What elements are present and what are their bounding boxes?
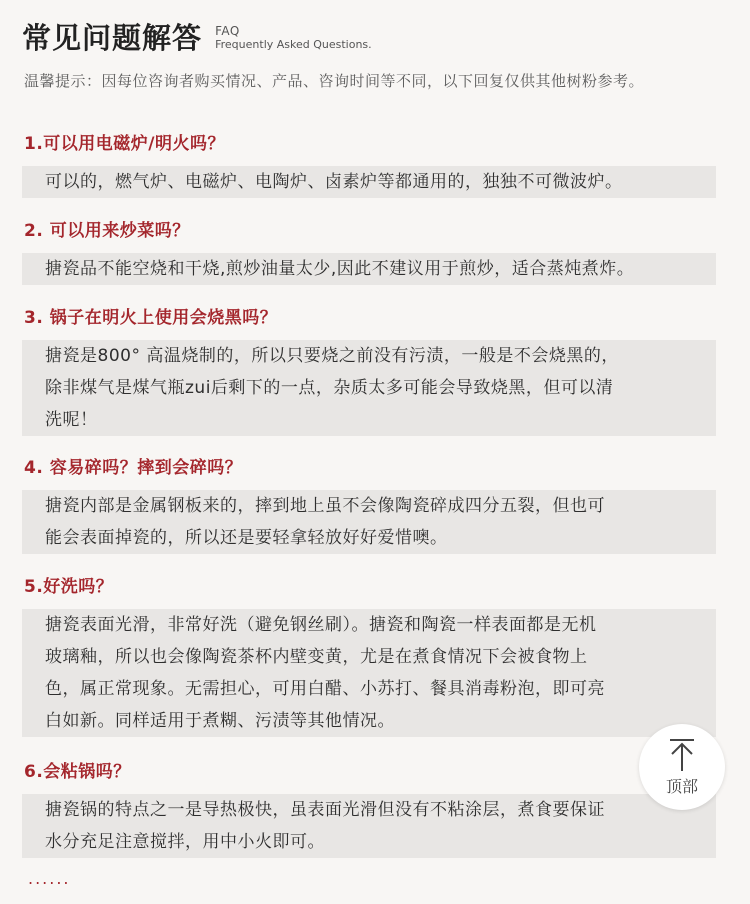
answer-line: 搪瓷品不能空烧和干烧,煎炒油量太少,因此不建议用于煎炒，适合蒸炖煮炸。 <box>45 259 635 279</box>
question-6: 6.会粘锅吗？ <box>24 762 131 782</box>
faq-full-text: Frequently Asked Questions. <box>215 38 372 51</box>
faq-abbreviation: FAQ <box>215 24 240 38</box>
answer-line: 白如新。同样适用于煮糊、污渍等其他情况。 <box>45 711 395 731</box>
question-3: 3. 锅子在明火上使用会烧黑吗？ <box>24 308 278 328</box>
qa-item-4 <box>22 455 716 554</box>
answer-line: 搪瓷锅的特点之一是导热极快，虽表面光滑但没有不粘涂层，煮食要保证 <box>45 800 605 820</box>
question-4: 4. 容易碎吗？摔到会碎吗？ <box>24 458 243 478</box>
answer-line: 洗呢！ <box>45 410 98 430</box>
answer-line: 玻璃釉，所以也会像陶瓷茶杯内壁变黄，尤是在煮食情况下会被食物上 <box>45 647 588 667</box>
back-to-top-button[interactable] <box>639 724 725 810</box>
answer-4 <box>22 490 716 554</box>
answer-line: 搪瓷是800° 高温烧制的，所以只要烧之前没有污渍，一般是不会烧黑的， <box>45 346 619 366</box>
question-5: 5.好洗吗？ <box>24 577 114 597</box>
qa-item-5 <box>22 574 716 737</box>
answer-line: 可以的，燃气炉、电磁炉、电陶炉、卤素炉等都通用的，独独不可微波炉。 <box>45 172 623 192</box>
answer-line: 搪瓷表面光滑，非常好洗（避免钢丝刷）。搪瓷和陶瓷一样表面都是无机 <box>45 615 597 635</box>
answer-6 <box>22 794 716 858</box>
faq-subtitle <box>215 24 372 52</box>
qa-item-3 <box>22 305 716 436</box>
more-ellipsis: ...... <box>28 869 71 888</box>
qa-item-2 <box>22 218 716 285</box>
question-1: 1.可以用电磁炉/明火吗？ <box>24 134 225 154</box>
page-title: 常见问题解答 <box>22 21 203 55</box>
answer-1 <box>22 166 716 198</box>
qa-item-1 <box>22 131 716 198</box>
answer-3 <box>22 340 716 436</box>
answer-line: 色，属正常现象。无需担心，可用白醋、小苏打、餐具消毒粉泡，即可亮 <box>45 679 605 699</box>
answer-line: 水分充足注意搅拌，用中小火即可。 <box>45 832 325 852</box>
back-to-top-label: 顶部 <box>665 777 698 796</box>
tip-text: 温馨提示：因每位咨询者购买情况、产品、咨询时间等不同，以下回复仅供其他树粉参考。 <box>24 72 645 90</box>
qa-item-6 <box>22 759 716 858</box>
answer-line: 搪瓷内部是金属钢板来的，摔到地上虽不会像陶瓷碎成四分五裂，但也可 <box>45 496 605 516</box>
arrow-up-icon <box>669 738 695 772</box>
answer-line: 除非煤气是煤气瓶zui后剩下的一点，杂质太多可能会导致烧黑，但可以清 <box>45 378 614 398</box>
answer-5 <box>22 609 716 737</box>
page-header <box>22 16 372 60</box>
answer-2 <box>22 253 716 285</box>
answer-line: 能会表面掉瓷的，所以还是要轻拿轻放好好爱惜噢。 <box>45 528 448 548</box>
question-2: 2. 可以用来炒菜吗？ <box>24 221 190 241</box>
